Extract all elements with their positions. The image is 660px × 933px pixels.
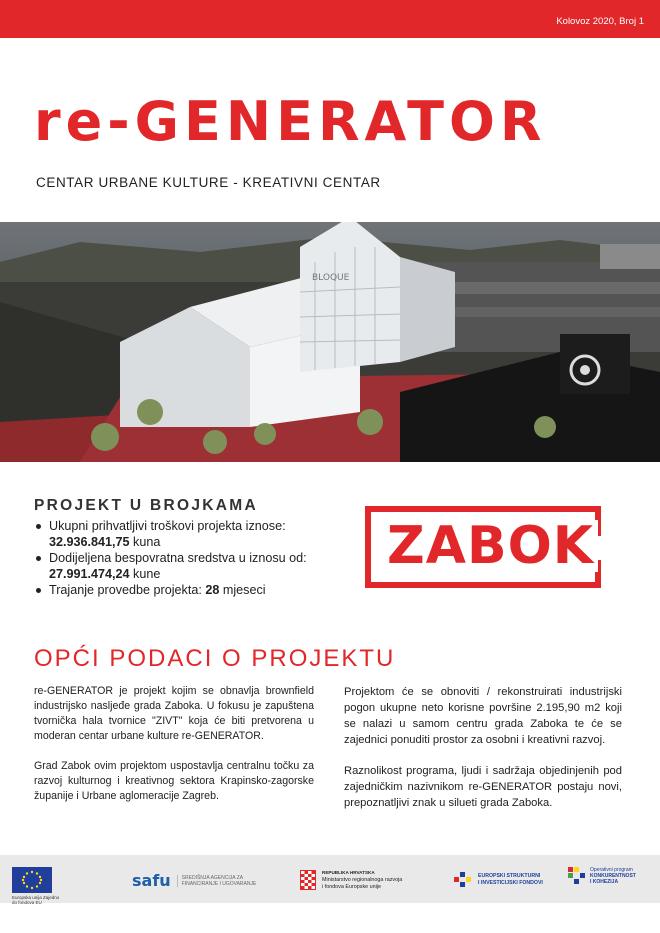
ministry-logo bbox=[300, 869, 402, 891]
stats-item-label: Trajanje provedbe projekta: bbox=[49, 583, 202, 597]
section-title-general: OPĆI PODACI O PROJEKTU bbox=[34, 645, 396, 672]
esi-funds-logo bbox=[452, 869, 543, 891]
general-paragraph: Raznolikost programa, ljudi i sadržaja objedinjenih pod zajedničkim nazivnikom re-GENERATOR postaju novi, prepoznatljivi znak u silueti grada Zaboka. bbox=[344, 765, 622, 809]
op-line2: KONKURENTNOST bbox=[590, 873, 636, 879]
footer-logos bbox=[0, 855, 660, 933]
stats-item-label: Ukupni prihvatljivi troškovi projekta iznose: bbox=[49, 519, 286, 533]
top-red-bar bbox=[0, 0, 660, 38]
hero-rendering bbox=[0, 222, 660, 462]
esi-line2: I INVESTICIJSKI FONDOVI bbox=[478, 880, 543, 886]
ministry-country: REPUBLIKA HRVATSKA bbox=[322, 870, 375, 875]
rooftop-sign: BLOQUE bbox=[312, 273, 350, 283]
ministry-line1: Ministarstvo regionalnoga razvoja bbox=[322, 877, 403, 883]
op-logo bbox=[568, 867, 636, 885]
op-squares-icon bbox=[568, 867, 586, 885]
page-subtitle: CENTAR URBANE KULTURE - KREATIVNI CENTAR bbox=[36, 175, 381, 190]
stats-item-duration bbox=[34, 582, 354, 598]
eu-logo bbox=[12, 867, 62, 905]
building-illustration bbox=[0, 222, 660, 462]
op-line3: I KOHEZIJA bbox=[590, 879, 619, 885]
croatian-crest-icon bbox=[300, 870, 316, 890]
eu-caption: Europska unija Zajedno do fondova EU bbox=[12, 895, 60, 905]
stats-item-value: 27.991.474,24 bbox=[49, 567, 130, 581]
stats-item-grant bbox=[34, 550, 354, 582]
stats-item-costs bbox=[34, 518, 354, 550]
stats-list bbox=[34, 518, 354, 598]
safu-mark: safu bbox=[132, 871, 171, 890]
stats-item-value: 32.936.841,75 bbox=[49, 535, 130, 549]
zabok-city-logo bbox=[365, 506, 633, 601]
stats-item-unit: kune bbox=[133, 567, 161, 581]
zabok-logo-text: ZABOK bbox=[387, 520, 598, 572]
esi-stars-icon bbox=[452, 869, 474, 891]
page-title: re-GENERATOR bbox=[34, 90, 547, 153]
stats-heading: PROJEKT U BROJKAMA bbox=[34, 497, 258, 514]
esi-text bbox=[478, 873, 543, 887]
safu-text: SREDIŠNJA AGENCIJA ZA FINANCIRANJE I UGOVARANJE bbox=[177, 875, 272, 887]
eu-flag-icon bbox=[12, 867, 52, 893]
general-right-column bbox=[344, 684, 622, 826]
safu-logo bbox=[132, 871, 272, 890]
stats-item-unit: kuna bbox=[133, 535, 161, 549]
stats-item-label: Dodijeljena bespovratna sredstva u iznosu od: bbox=[49, 551, 307, 565]
ministry-line2: i fondova Europske unije bbox=[322, 884, 382, 890]
op-line1: Operativni program bbox=[590, 867, 633, 873]
general-paragraph: re-GENERATOR je projekt kojim se obnavlja brownfield industrijsko nasljeđe grada Zaboka. U fokusu je zapuštena tvornička hala tvornice "ZIVT" koja će biti pretvorena u moderan centar urbane kulture re-GENERATOR. bbox=[34, 685, 314, 742]
general-left-column bbox=[34, 684, 314, 819]
issue-date: Kolovoz 2020, Broj 1 bbox=[556, 16, 644, 27]
esi-line1: EUROPSKI STRUKTURNI bbox=[478, 873, 541, 879]
ministry-text bbox=[322, 869, 402, 891]
stats-item-value: 28 bbox=[205, 583, 220, 597]
general-paragraph: Projektom će se obnoviti / rekonstruirati industrijski pogon ukupne neto korisne površine 2.195,90 m2 koji se nalazi u samom centru grada Zaboka te će se zajednici ponuditi prostor za osobni i kreativni razvoj. bbox=[344, 686, 622, 746]
op-text bbox=[590, 867, 636, 885]
stats-item-unit: mjeseci bbox=[222, 583, 266, 597]
general-paragraph: Grad Zabok ovim projektom uspostavlja centralnu točku za razvoj kulturnog i kreativnog sektora Krapinsko-zagorske županije i Urbane aglomeracije Zagreb. bbox=[34, 760, 314, 802]
